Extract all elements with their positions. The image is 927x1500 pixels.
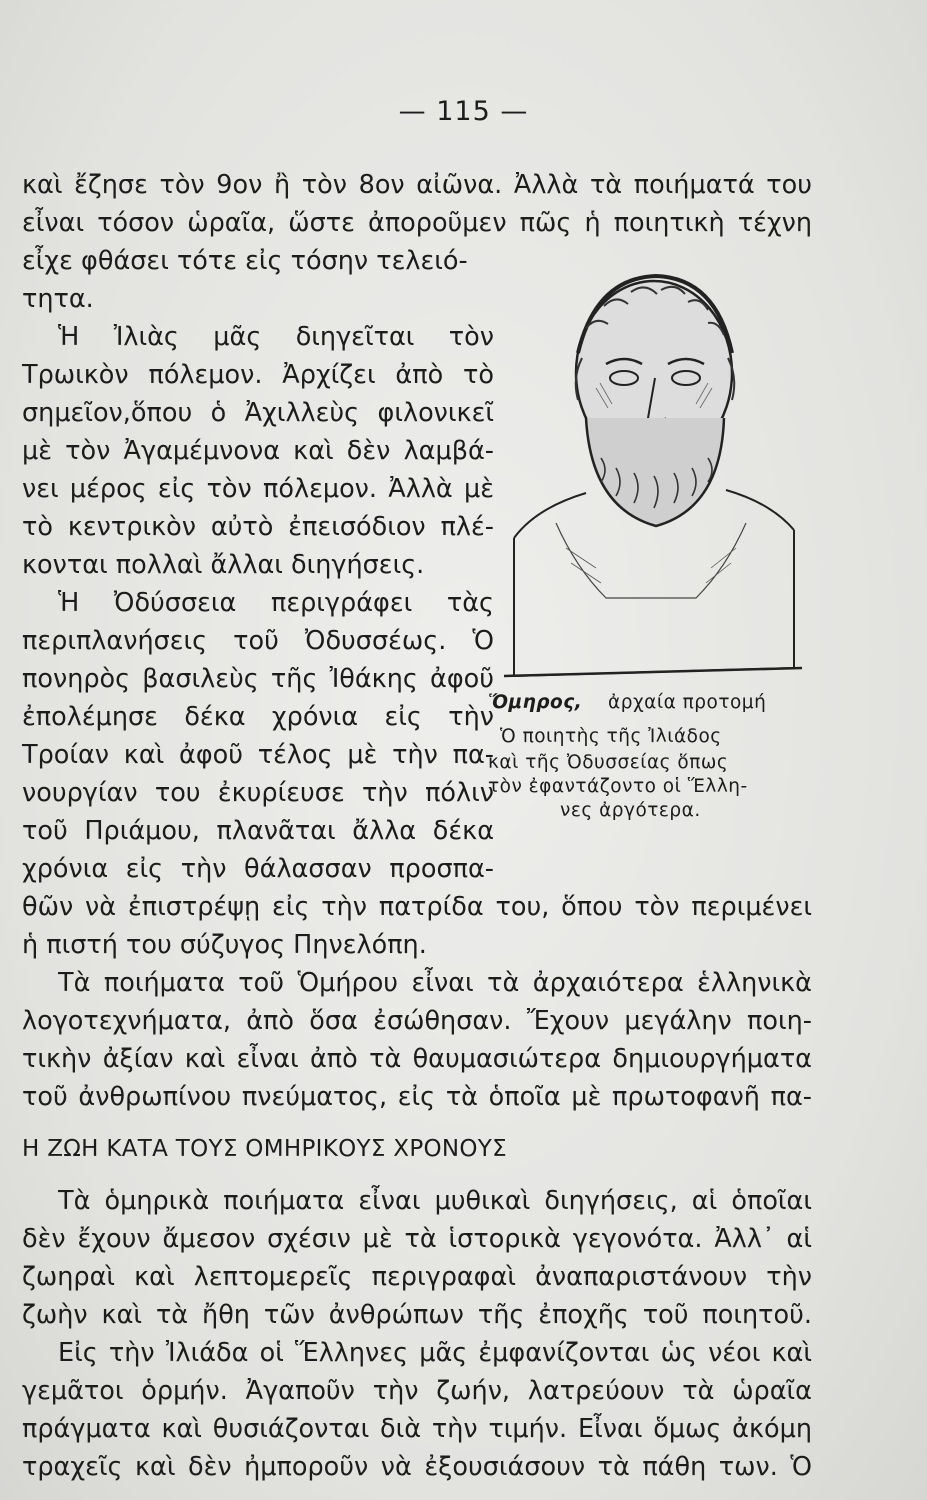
text-line: κονται πολλαὶ ἄλλαι διηγήσεις. (22, 550, 425, 580)
figure-caption-line: Ὁ ποιητὴς τῆς Ἰλιάδος (500, 726, 722, 747)
text-line: εἶχε φθάσει τότε εἰς τόσην τελειό- (22, 246, 468, 276)
homer-bust-icon (496, 268, 812, 683)
text-line: Τὰ ὁμηρικὰ ποιήματα εἶναι μυθικαὶ διηγήσεις, αἱ ὁποῖαι (58, 1186, 812, 1216)
text-line: πράγματα καὶ θυσιάζονται διὰ τὴν τιμήν. Εἶναι ὅμως ἀκόμη (22, 1414, 812, 1444)
figure-caption-line (488, 692, 582, 714)
text-line: Τρωικὸν πόλεμον. Ἀρχίζει ἀπὸ τὸ (22, 360, 494, 390)
text-line: ζωὴν καὶ τὰ ἤθη τῶν ἀνθρώπων τῆς ἐποχῆς τοῦ ποιητοῦ. (22, 1300, 812, 1330)
text-line: τραχεῖς καὶ δὲν ἠμποροῦν νὰ ἐξουσιάσουν τὰ πάθη των. Ὁ (22, 1452, 812, 1482)
text-line: δὲν ἔχουν ἄμεσον σχέσιν μὲ τὰ ἱστορικὰ γεγονότα. Ἀλλ᾽ αἱ (22, 1224, 812, 1254)
text-line: ζωηραὶ καὶ λεπτομερεῖς περιγραφαὶ ἀναπαριστάνουν τὴν (22, 1262, 812, 1292)
text-line: μὲ τὸν Ἀγαμέμνονα καὶ δὲν λαμβά- (22, 436, 494, 466)
figure-caption-line: ἀρχαία προτομή (608, 692, 767, 713)
text-line: τικὴν ἀξίαν καὶ εἶναι ἀπὸ τὰ θαυμασιώτερα δημιουργήματα (22, 1044, 812, 1074)
text-line: τοῦ ἀνθρωπίνου πνεύματος, εἰς τὰ ὁποῖα μὲ πρωτοφανῆ πα- (22, 1082, 812, 1112)
text-line: Εἰς τὴν Ἰλιάδα οἱ Ἕλληνες μᾶς ἐμφανίζονται ὡς νέοι καὶ (58, 1338, 812, 1368)
text-line: Τροίαν καὶ ἀφοῦ τέλος μὲ τὴν πα- (22, 740, 494, 770)
text-line: Ἡ Ὀδύσσεια περιγράφει τὰς (58, 588, 494, 618)
text-line: τὸ κεντρικὸν αὐτὸ ἐπεισόδιον πλέ- (22, 512, 494, 542)
text-line: νει μέρος εἰς τὸν πόλεμον. Ἀλλὰ μὲ (22, 474, 494, 504)
text-line: νουργίαν του ἐκυρίευσε τὴν πόλιν (22, 778, 494, 808)
text-line: ἡ πιστή του σύζυγος Πηνελόπη. (22, 930, 427, 960)
text-line: πονηρὸς βασιλεὺς τῆς Ἰθάκης ἀφοῦ (22, 664, 494, 694)
text-line: χρόνια εἰς τὴν θάλασσαν προσπα- (22, 854, 494, 884)
page-number: — 115 — (398, 96, 529, 127)
figure-caption-line: καὶ τῆς Ὀδυσσείας ὅπως (488, 752, 729, 773)
text-line: τητα. (22, 284, 94, 314)
text-line: Τὰ ποιήματα τοῦ Ὁμήρου εἶναι τὰ ἀρχαιότερα ἑλληνικὰ (58, 968, 812, 998)
figure-caption-line: νες ἀργότερα. (560, 800, 701, 821)
text-line: καὶ ἔζησε τὸν 9ον ἢ τὸν 8ον αἰῶνα. Ἀλλὰ τὰ ποιήματά του (22, 170, 812, 200)
section-heading: Η ΖΩΗ ΚΑΤΑ ΤΟΥΣ ΟΜΗΡΙΚΟΥΣ ΧΡΟΝΟΥΣ (22, 1136, 507, 1162)
figure-caption-line: τὸν ἐφαντάζοντο οἱ Ἕλλη- (488, 776, 748, 797)
text-line: ἐπολέμησε δέκα χρόνια εἰς τὴν (22, 702, 494, 732)
text-line: τοῦ Πριάμου, πλανᾶται ἄλλα δέκα (22, 816, 494, 846)
text-line: σημεῖον,ὅπου ὁ Ἀχιλλεὺς φιλονικεῖ (22, 398, 494, 428)
text-line: θῶν νὰ ἐπιστρέψῃ εἰς τὴν πατρίδα του, ὅπου τὸν περιμένει (22, 892, 812, 922)
text-line: γεμᾶτοι ὁρμήν. Ἀγαποῦν τὴν ζωήν, λατρεύουν τὰ ὡραῖα (22, 1376, 812, 1406)
text-line: περιπλανήσεις τοῦ Ὀδυσσέως. Ὁ (22, 626, 494, 656)
text-line: Ἡ Ἰλιὰς μᾶς διηγεῖται τὸν (58, 322, 494, 352)
caption-name: Ὅμηρος, (488, 692, 583, 713)
text-line: εἶναι τόσον ὡραῖα, ὥστε ἀποροῦμεν πῶς ἡ ποιητικὴ τέχνη (22, 208, 812, 238)
text-line: λογοτεχνήματα, ἀπὸ ὅσα ἐσώθησαν. Ἔχουν μεγάλην ποιη- (22, 1006, 812, 1036)
